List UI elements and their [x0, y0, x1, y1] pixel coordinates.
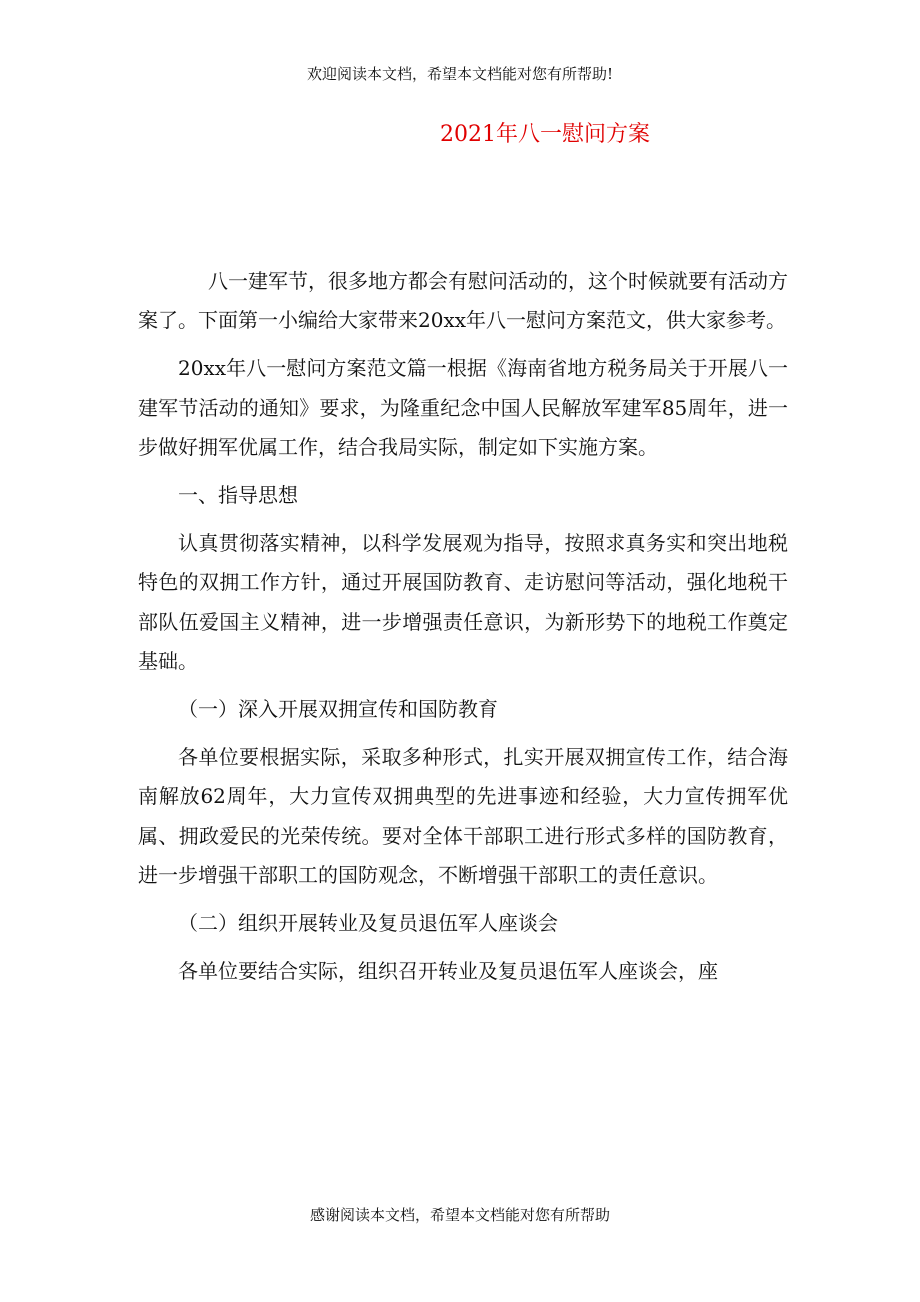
page-header: 欢迎阅读本文档，希望本文档能对您有所帮助!: [306, 65, 614, 83]
document-body: [138, 262, 788, 991]
paragraph-subsection-1: 各单位要根据实际，采取多种形式，扎实开展双拥宣传工作，结合海南解放62周年，大力宣传双拥典型的先进事迹和经验，大力宣传拥军优属、拥政爱民的光荣传统。要对全体干部职工进行形式多样的国防教育，进一步增强干部职工的国防观念，不断增强干部职工的责任意识。: [138, 745, 788, 887]
paragraph-guiding-ideology: 认真贯彻落实精神，以科学发展观为指导，按照求真务实和突出地税特色的双拥工作方针，通过开展国防教育、走访慰问等活动，强化地税干部队伍爱国主义精神，进一步增强责任意识，为新形势下的地税工作奠定基础。: [138, 531, 788, 673]
section-heading-guiding-ideology: 一、指导思想: [178, 483, 298, 508]
subsection-heading-1: （一）深入开展双拥宣传和国防教育: [178, 697, 498, 722]
paragraph-preamble: 20xx年八一慰问方案范文篇一根据《海南省地方税务局关于开展八一建军节活动的通知》要求，为隆重纪念中国人民解放军建军85周年，进一步做好拥军优属工作，结合我局实际，制定如下实施方案。: [138, 356, 788, 459]
document-title: 2021年八一慰问方案: [440, 122, 650, 147]
subsection-heading-2: （二）组织开展转业及复员退伍军人座谈会: [178, 911, 558, 936]
page-footer: 感谢阅读本文档，希望本文档能对您有所帮助: [309, 1206, 610, 1224]
paragraph-subsection-2: 各单位要结合实际，组织召开转业及复员退伍军人座谈会，座: [178, 959, 718, 984]
paragraph-intro: 八一建军节，很多地方都会有慰问活动的，这个时候就要有活动方案了。下面第一小编给大家带来20xx年八一慰问方案范文，供大家参考。: [138, 269, 788, 333]
